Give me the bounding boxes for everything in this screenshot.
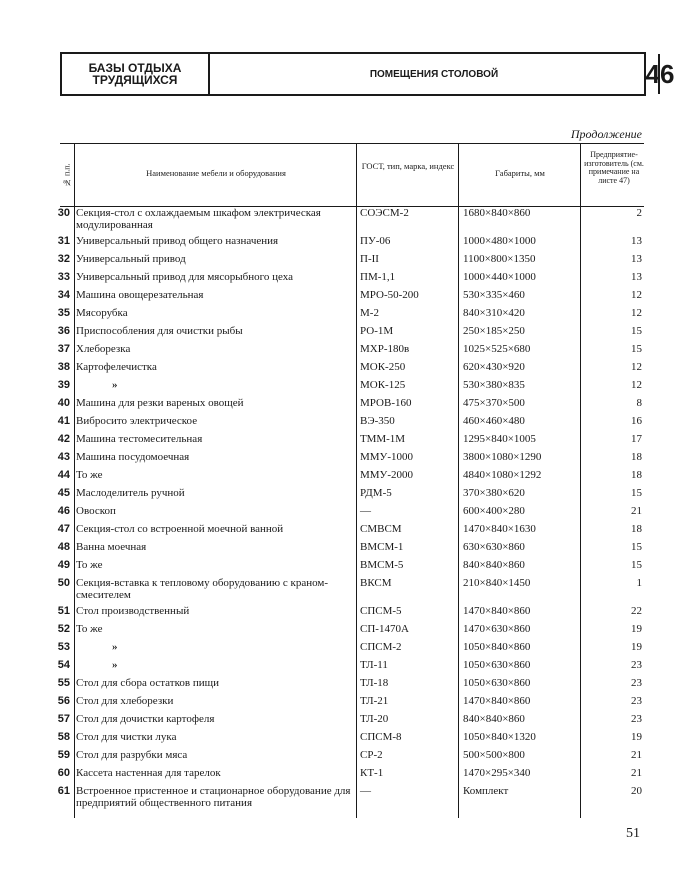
- column-header-number: № п.п.: [62, 163, 72, 187]
- row-gost: ПМ-1,1: [360, 271, 396, 283]
- row-gost: —: [360, 785, 371, 797]
- row-name: Секция-стол с охлаждаемым шкафом электрическая модулированная: [76, 207, 321, 231]
- row-dimensions: 1050×630×860: [463, 659, 531, 671]
- row-number: 43: [57, 451, 70, 463]
- row-dimensions: 620×430×920: [463, 361, 525, 373]
- row-enterprise: 15: [631, 343, 642, 355]
- row-number: 30: [57, 207, 70, 219]
- row-enterprise: 21: [631, 505, 642, 517]
- row-enterprise: 16: [631, 415, 642, 427]
- column-divider: [356, 143, 357, 818]
- row-enterprise: 13: [631, 271, 642, 283]
- row-name: Стол для чистки лука: [76, 731, 177, 743]
- row-gost: ВМСМ-5: [360, 559, 404, 571]
- row-enterprise: 12: [631, 379, 642, 391]
- row-name: То же: [76, 623, 103, 635]
- row-name: Машина посудомоечная: [76, 451, 190, 463]
- row-dimensions: 4840×1080×1292: [463, 469, 542, 481]
- row-name: Картофелечистка: [76, 361, 157, 373]
- row-name: Мясорубка: [76, 307, 128, 319]
- section-title: БАЗЫ ОТДЫХА ТРУДЯЩИХСЯ: [62, 54, 210, 94]
- row-dimensions: 475×370×500: [463, 397, 525, 409]
- column-divider: [458, 143, 459, 818]
- row-gost: СОЭСМ-2: [360, 207, 409, 219]
- row-number: 58: [57, 731, 70, 743]
- row-name: Стол для дочистки картофеля: [76, 713, 215, 725]
- row-dimensions: 1470×295×340: [463, 767, 531, 779]
- row-dimensions: 840×310×420: [463, 307, 525, 319]
- row-number: 34: [57, 289, 70, 301]
- row-enterprise: 2: [636, 207, 642, 219]
- row-dimensions: Комплект: [463, 785, 509, 797]
- row-enterprise: 19: [631, 623, 642, 635]
- row-gost: ММУ-1000: [360, 451, 414, 463]
- row-name: Стол для хлеборезки: [76, 695, 174, 707]
- sheet-header: БАЗЫ ОТДЫХА ТРУДЯЩИХСЯ ПОМЕЩЕНИЯ СТОЛОВОЙ 46: [60, 52, 646, 96]
- row-number: 55: [57, 677, 70, 689]
- row-number: 47: [57, 523, 70, 535]
- row-gost: МРО-50-200: [360, 289, 419, 301]
- sheet-title: ПОМЕЩЕНИЯ СТОЛОВОЙ: [210, 54, 660, 94]
- row-name: Машина тестомесительная: [76, 433, 203, 445]
- row-name: Машина овощерезательная: [76, 289, 204, 301]
- row-number: 40: [57, 397, 70, 409]
- row-number: 51: [57, 605, 70, 617]
- row-dimensions: 1470×840×860: [463, 605, 531, 617]
- row-gost: ТЛ-20: [360, 713, 389, 725]
- row-number: 35: [57, 307, 70, 319]
- row-dimensions: 1470×840×860: [463, 695, 531, 707]
- row-name: Стол для сбора остатков пищи: [76, 677, 219, 689]
- row-dimensions: 1000×440×1000: [463, 271, 536, 283]
- row-name: »: [112, 641, 118, 653]
- row-gost: СПСМ-8: [360, 731, 402, 743]
- row-gost: СПСМ-2: [360, 641, 402, 653]
- row-dimensions: 500×500×800: [463, 749, 525, 761]
- row-number: 52: [57, 623, 70, 635]
- row-name: То же: [76, 559, 103, 571]
- row-name: »: [112, 379, 118, 391]
- continuation-label: Продолжение: [570, 127, 642, 141]
- row-name: Приспособления для очистки рыбы: [76, 325, 243, 337]
- row-dimensions: 530×380×835: [463, 379, 525, 391]
- row-number: 48: [57, 541, 70, 553]
- row-dimensions: 370×380×620: [463, 487, 525, 499]
- column-header-gost: ГОСТ, тип, марка, индекс: [361, 161, 455, 171]
- row-name: Вибросито электрическое: [76, 415, 198, 427]
- row-gost: МХР-180в: [360, 343, 410, 355]
- row-number: 46: [57, 505, 70, 517]
- row-number: 57: [57, 713, 70, 725]
- column-header-enterprise: Предприятие-изготовитель (см. примечание на листе 47): [584, 150, 644, 185]
- row-dimensions: 1050×840×860: [463, 641, 531, 653]
- row-enterprise: 8: [636, 397, 642, 409]
- row-number: 38: [57, 361, 70, 373]
- row-dimensions: 210×840×1450: [463, 577, 531, 589]
- row-name: Маслоделитель ручной: [76, 487, 185, 499]
- row-dimensions: 1680×840×860: [463, 207, 531, 219]
- row-dimensions: 1470×630×860: [463, 623, 531, 635]
- row-dimensions: 840×840×860: [463, 559, 525, 571]
- row-gost: СП-1470А: [360, 623, 409, 635]
- row-number: 32: [57, 253, 70, 265]
- row-name: Ванна моечная: [76, 541, 147, 553]
- row-number: 36: [57, 325, 70, 337]
- row-number: 53: [57, 641, 70, 653]
- equipment-table: [57, 143, 644, 809]
- row-name: Хлеборезка: [76, 343, 131, 355]
- row-enterprise: 18: [631, 523, 642, 535]
- row-enterprise: 15: [631, 325, 642, 337]
- row-enterprise: 23: [631, 677, 642, 689]
- row-gost: П-II: [360, 253, 379, 265]
- row-gost: ТЛ-18: [360, 677, 389, 689]
- row-enterprise: 18: [631, 451, 642, 463]
- row-enterprise: 22: [631, 605, 642, 617]
- row-enterprise: 12: [631, 289, 642, 301]
- row-number: 49: [57, 559, 70, 571]
- row-enterprise: 21: [631, 749, 642, 761]
- column-header-name: Наименование мебели и оборудования: [146, 168, 286, 178]
- row-number: 31: [57, 235, 70, 247]
- row-gost: СР-2: [360, 749, 383, 761]
- row-gost: ВКСМ: [360, 577, 392, 589]
- page-number: 51: [626, 826, 640, 841]
- row-gost: СПСМ-5: [360, 605, 402, 617]
- row-gost: РО-1М: [360, 325, 394, 337]
- row-number: 42: [57, 433, 70, 445]
- row-gost: ТЛ-21: [360, 695, 389, 707]
- table-header: [60, 143, 644, 207]
- row-enterprise: 19: [631, 641, 642, 653]
- row-number: 44: [57, 469, 70, 481]
- row-enterprise: 20: [631, 785, 642, 797]
- row-enterprise: 18: [631, 469, 642, 481]
- row-dimensions: 630×630×860: [463, 541, 525, 553]
- row-name: Секция-стол со встроенной моечной ванной: [76, 523, 284, 535]
- row-enterprise: 1: [636, 577, 642, 589]
- row-gost: ВМСМ-1: [360, 541, 404, 553]
- row-number: 45: [57, 487, 70, 499]
- row-name: Встроенное пристенное и стационарное оборудование для предприятий общественного питания: [76, 785, 351, 809]
- row-number: 39: [57, 379, 70, 391]
- row-dimensions: 530×335×460: [463, 289, 525, 301]
- row-number: 33: [57, 271, 70, 283]
- row-dimensions: 1295×840×1005: [463, 433, 536, 445]
- row-name: Кассета настенная для тарелок: [76, 767, 221, 779]
- row-gost: МОК-250: [360, 361, 406, 373]
- column-divider: [74, 143, 75, 818]
- row-gost: ТЛ-11: [360, 659, 388, 671]
- row-gost: ТММ-1М: [360, 433, 406, 445]
- row-name: Стол для разрубки мяса: [76, 749, 188, 761]
- row-name: Универсальный привод: [76, 253, 186, 265]
- row-enterprise: 12: [631, 361, 642, 373]
- row-gost: РДМ-5: [360, 487, 392, 499]
- row-number: 59: [57, 749, 70, 761]
- row-enterprise: 21: [631, 767, 642, 779]
- row-enterprise: 17: [631, 433, 642, 445]
- row-dimensions: 1025×525×680: [463, 343, 531, 355]
- row-dimensions: 1050×630×860: [463, 677, 531, 689]
- row-number: 37: [57, 343, 70, 355]
- row-enterprise: 23: [631, 713, 642, 725]
- row-number: 60: [57, 767, 70, 779]
- row-enterprise: 13: [631, 235, 642, 247]
- row-gost: ММУ-2000: [360, 469, 414, 481]
- row-dimensions: 1050×840×1320: [463, 731, 536, 743]
- row-number: 61: [57, 785, 70, 797]
- row-dimensions: 1100×800×1350: [463, 253, 536, 265]
- row-gost: СМВСМ: [360, 523, 402, 535]
- row-dimensions: 460×460×480: [463, 415, 525, 427]
- row-gost: КТ-1: [360, 767, 384, 779]
- row-name: Машина для резки вареных овощей: [76, 397, 244, 409]
- row-number: 50: [57, 577, 70, 589]
- row-enterprise: 13: [631, 253, 642, 265]
- row-dimensions: 1470×840×1630: [463, 523, 536, 535]
- row-gost: МОК-125: [360, 379, 406, 391]
- row-gost: ПУ-06: [360, 235, 391, 247]
- row-name: Стол производственный: [76, 605, 190, 617]
- row-gost: ВЭ-350: [360, 415, 395, 427]
- row-dimensions: 1000×480×1000: [463, 235, 536, 247]
- row-dimensions: 3800×1080×1290: [463, 451, 542, 463]
- row-name: Универсальный привод общего назначения: [76, 235, 279, 247]
- row-enterprise: 23: [631, 695, 642, 707]
- row-enterprise: 12: [631, 307, 642, 319]
- row-name: »: [112, 659, 118, 671]
- row-gost: —: [360, 505, 371, 517]
- row-dimensions: 840×840×860: [463, 713, 525, 725]
- row-enterprise: 15: [631, 487, 642, 499]
- row-gost: М-2: [360, 307, 379, 319]
- row-name: Универсальный привод для мясорыбного цеха: [76, 271, 293, 283]
- row-name: Секция-вставка к тепловому оборудованию с краном-смесителем: [76, 577, 329, 601]
- row-name: То же: [76, 469, 103, 481]
- row-dimensions: 600×400×280: [463, 505, 525, 517]
- row-enterprise: 23: [631, 659, 642, 671]
- row-name: Овоскоп: [76, 505, 116, 517]
- row-enterprise: 19: [631, 731, 642, 743]
- row-dimensions: 250×185×250: [463, 325, 525, 337]
- row-enterprise: 15: [631, 559, 642, 571]
- row-number: 56: [57, 695, 70, 707]
- row-enterprise: 15: [631, 541, 642, 553]
- column-header-dimensions: Габариты, мм: [495, 168, 545, 178]
- row-gost: МРОВ-160: [360, 397, 412, 409]
- row-number: 41: [57, 415, 70, 427]
- row-number: 54: [57, 659, 70, 671]
